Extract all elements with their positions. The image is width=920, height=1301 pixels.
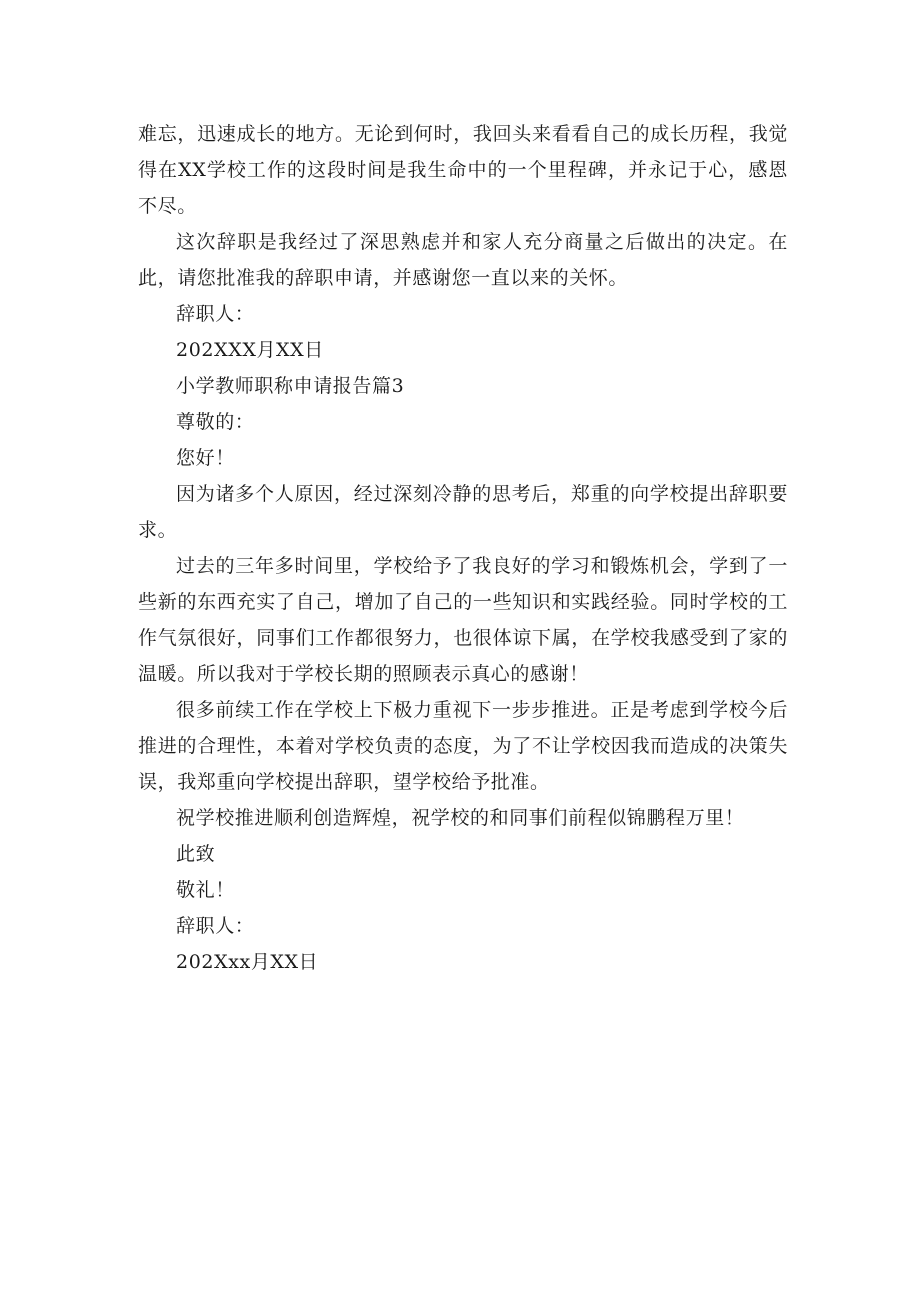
signature-date: 202XXX月XX日	[176, 339, 324, 361]
paragraph-reason: 因为诸多个人原因，经过深刻冷静的思考后，郑重的向学校提出辞职要求。	[138, 483, 788, 541]
signer-label-final: 辞职人：	[176, 915, 255, 937]
closing-jingli: 敬礼！	[176, 879, 235, 901]
paragraph-decision: 这次辞职是我经过了深思熟虑并和家人充分商量之后做出的决定。在此，请您批准我的辞职申请，并感谢您一直以来的关怀。	[138, 231, 788, 289]
signer-label: 辞职人：	[176, 303, 255, 325]
section-title: 小学教师职称申请报告篇3	[176, 375, 405, 397]
signature-date-final: 202Xxx月XX日	[176, 951, 319, 973]
greeting: 您好！	[176, 447, 235, 469]
closing-cizhi: 此致	[176, 843, 216, 865]
paragraph-intro: 难忘，迅速成长的地方。无论到何时，我回头来看看自己的成长历程，我觉得在XX学校工作的这段时间是我生命中的一个里程碑，并永记于心，感恩不尽。	[138, 123, 788, 217]
paragraph-wish: 祝学校推进顺利创造辉煌，祝学校的和同事们前程似锦鹏程万里！	[176, 807, 745, 829]
paragraph-thanks: 过去的三年多时间里，学校给予了我良好的学习和锻炼机会，学到了一些新的东西充实了自己，增加了自己的一些知识和实践经验。同时学校的工作气氛很好，同事们工作都很努力，也很体谅下属，在学校我感受到了家的温暖。所以我对于学校长期的照顾表示真心的感谢！	[138, 555, 788, 685]
paragraph-consider: 很多前续工作在学校上下极力重视下一步步推进。正是考虑到学校今后推进的合理性，本着对学校负责的态度，为了不让学校因我而造成的决策失误，我郑重向学校提出辞职，望学校给予批准。	[138, 699, 788, 793]
document-body	[138, 116, 788, 980]
salutation: 尊敬的：	[176, 411, 255, 433]
